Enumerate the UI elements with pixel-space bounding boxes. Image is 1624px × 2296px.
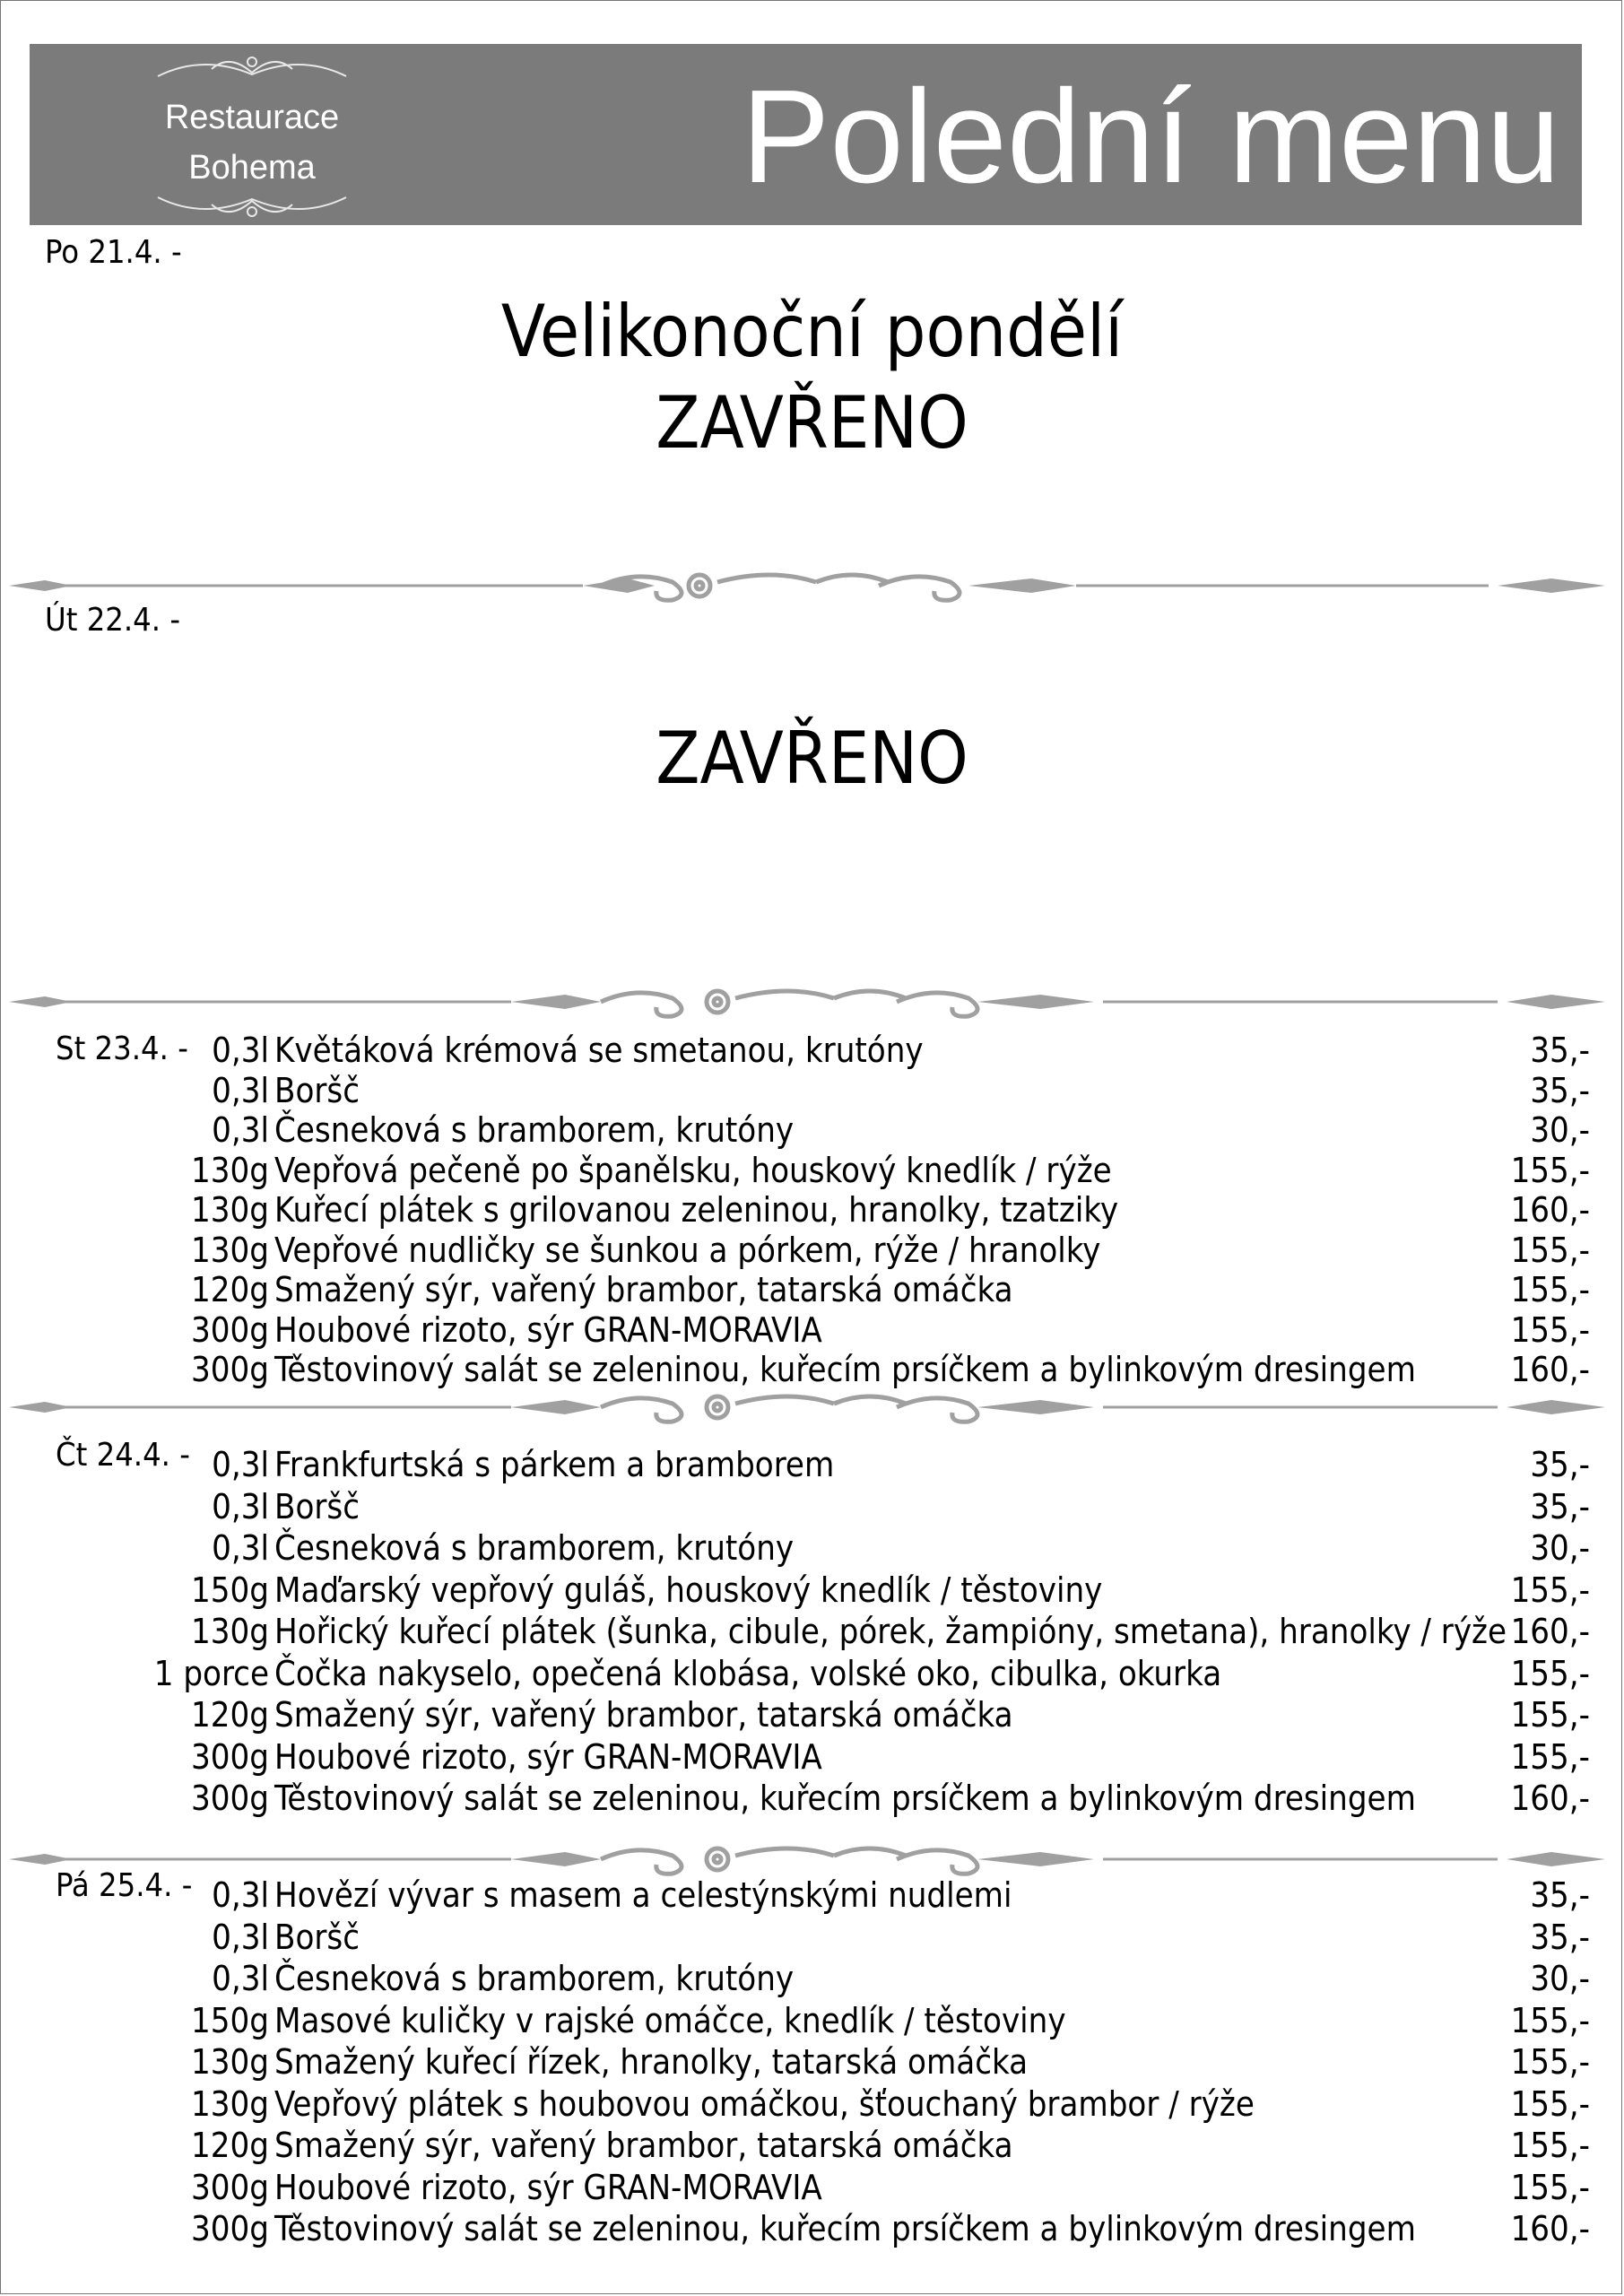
day-label-wednesday: St 23.4. - bbox=[56, 1031, 188, 1067]
ornament-divider bbox=[9, 984, 1605, 1020]
menu-item-price: 155,- bbox=[1510, 1570, 1590, 1610]
menu-item-dish: Těstovinový salát se zeleninou, kuřecím prsíčkem a bylinkovým dresingem bbox=[274, 1350, 1416, 1389]
day-label-friday: Pá 25.4. - bbox=[56, 1867, 193, 1904]
menu-item-quantity: 300g bbox=[191, 1736, 269, 1777]
menu-item-price: 30,- bbox=[1530, 1528, 1590, 1568]
menu-item-quantity: 150g bbox=[191, 2000, 269, 2040]
menu-item-quantity: 300g bbox=[191, 1350, 269, 1389]
day-label-tuesday: Út 22.4. - bbox=[45, 602, 181, 639]
menu-item-quantity: 130g bbox=[191, 1150, 269, 1190]
menu-item-dish: Česneková s bramborem, krutóny bbox=[274, 1528, 795, 1568]
ornament-divider bbox=[9, 1389, 1605, 1425]
menu-item-row bbox=[0, 1736, 1624, 1778]
menu-item-row bbox=[0, 2083, 1624, 2125]
menu-item-row bbox=[0, 1570, 1624, 1611]
menu-item-quantity: 130g bbox=[191, 1612, 269, 1651]
menu-item-quantity: 0,3l bbox=[212, 1959, 269, 1998]
day-label-thursday: Čt 24.4. - bbox=[56, 1437, 190, 1474]
menu-item-row bbox=[0, 1230, 1624, 1271]
menu-item-price: 35,- bbox=[1530, 1875, 1590, 1915]
menu-item-dish: Smažený kuřecí řízek, hranolky, tatarská omáčka bbox=[274, 2042, 1029, 2082]
menu-item-row bbox=[0, 1269, 1624, 1310]
menu-item-dish: Česneková s bramborem, krutóny bbox=[274, 1110, 795, 1150]
menu-item-dish: Masové kuličky v rajské omáčce, knedlík / těstoviny bbox=[274, 2000, 1066, 2040]
menu-item-quantity: 300g bbox=[191, 2167, 269, 2207]
menu-item-row bbox=[0, 1444, 1624, 1485]
header-banner bbox=[30, 44, 1582, 225]
restaurant-logo bbox=[149, 49, 355, 224]
menu-item-price: 155,- bbox=[1510, 1270, 1590, 1309]
menu-item-dish: Kuřecí plátek s grilovanou zeleninou, hranolky, tzatziky bbox=[274, 1190, 1119, 1230]
menu-item-price: 160,- bbox=[1510, 1612, 1590, 1651]
menu-item-quantity: 300g bbox=[191, 2209, 269, 2248]
menu-item-price: 155,- bbox=[1510, 1150, 1590, 1190]
menu-item-dish: Boršč bbox=[274, 1070, 360, 1110]
menu-item-price: 155,- bbox=[1510, 2126, 1590, 2165]
menu-item-dish: Smažený sýr, vařený brambor, tatarská omáčka bbox=[274, 2126, 1013, 2165]
menu-item-row bbox=[0, 2125, 1624, 2166]
menu-item-dish: Houbové rizoto, sýr GRAN-MORAVIA bbox=[274, 1736, 822, 1777]
menu-item-price: 30,- bbox=[1530, 1959, 1590, 1998]
menu-item-quantity: 300g bbox=[191, 1309, 269, 1350]
menu-item-price: 155,- bbox=[1510, 2000, 1590, 2040]
menu-item-price: 35,- bbox=[1530, 1070, 1590, 1110]
menu-item-price: 155,- bbox=[1510, 1309, 1590, 1350]
closed-notice-tuesday: ZAVŘENO bbox=[656, 717, 968, 800]
menu-item-price: 155,- bbox=[1510, 1230, 1590, 1270]
logo-top-flourish-icon bbox=[149, 49, 355, 85]
logo-bottom-flourish-icon bbox=[149, 188, 355, 224]
menu-item-quantity: 120g bbox=[191, 1270, 269, 1309]
menu-item-dish: Vepřová pečeně po španělsku, houskový knedlík / rýže bbox=[274, 1150, 1112, 1190]
menu-item-dish: Vepřový plátek s houbovou omáčkou, šťouchaný brambor / rýže bbox=[274, 2083, 1255, 2124]
menu-item-quantity: 130g bbox=[191, 2042, 269, 2082]
menu-item-quantity: 150g bbox=[191, 1570, 269, 1610]
menu-item-price: 155,- bbox=[1510, 1653, 1590, 1693]
menu-item-price: 155,- bbox=[1510, 1695, 1590, 1735]
menu-item-dish: Květáková krémová se smetanou, krutóny bbox=[274, 1031, 924, 1070]
menu-item-quantity: 120g bbox=[191, 1695, 269, 1735]
day-label-monday: Po 21.4. - bbox=[45, 234, 182, 271]
menu-item-price: 30,- bbox=[1530, 1110, 1590, 1150]
menu-item-dish: Smažený sýr, vařený brambor, tatarská omáčka bbox=[274, 1270, 1013, 1309]
menu-item-row bbox=[0, 1917, 1624, 1958]
menu-item-quantity: 0,3l bbox=[212, 1110, 269, 1150]
menu-item-row bbox=[0, 1070, 1624, 1111]
menu-item-price: 35,- bbox=[1530, 1445, 1590, 1484]
menu-item-dish: Boršč bbox=[274, 1486, 360, 1526]
menu-item-row bbox=[0, 1150, 1624, 1191]
menu-item-price: 160,- bbox=[1510, 2209, 1590, 2248]
menu-item-price: 160,- bbox=[1510, 1190, 1590, 1230]
menu-item-dish: Těstovinový salát se zeleninou, kuřecím prsíčkem a bylinkovým dresingem bbox=[274, 2209, 1416, 2248]
menu-item-row bbox=[0, 1309, 1624, 1351]
menu-item-row bbox=[0, 1874, 1624, 1916]
menu-item-quantity: 300g bbox=[191, 1779, 269, 1818]
menu-item-row bbox=[0, 2208, 1624, 2249]
logo-line-restaurace: Restaurace bbox=[164, 99, 340, 136]
menu-item-price: 155,- bbox=[1510, 1736, 1590, 1777]
menu-item-quantity: 0,3l bbox=[212, 1875, 269, 1915]
menu-item-row bbox=[0, 1778, 1624, 1819]
menu-item-row bbox=[0, 1611, 1624, 1652]
menu-item-quantity: 0,3l bbox=[212, 1917, 269, 1957]
menu-item-row bbox=[0, 2041, 1624, 2083]
logo-line-bohema: Bohema bbox=[188, 149, 316, 187]
menu-item-quantity: 1 porce bbox=[153, 1653, 269, 1693]
menu-item-dish: Čočka nakyselo, opečená klobása, volské oko, cibulka, okurka bbox=[274, 1653, 1222, 1693]
menu-item-price: 155,- bbox=[1510, 2083, 1590, 2124]
menu-item-price: 160,- bbox=[1510, 1779, 1590, 1818]
menu-item-quantity: 130g bbox=[191, 2083, 269, 2124]
menu-item-dish: Frankfurtská s párkem a bramborem bbox=[274, 1445, 835, 1484]
menu-item-dish: Boršč bbox=[274, 1917, 360, 1957]
menu-item-row bbox=[0, 1958, 1624, 1999]
menu-item-price: 35,- bbox=[1530, 1031, 1590, 1070]
menu-item-quantity: 0,3l bbox=[212, 1445, 269, 1484]
menu-item-row bbox=[0, 1527, 1624, 1569]
menu-item-dish: Česneková s bramborem, krutóny bbox=[274, 1959, 795, 1998]
menu-item-dish: Hovězí vývar s masem a celestýnskými nudlemi bbox=[274, 1875, 1012, 1915]
menu-item-dish: Houbové rizoto, sýr GRAN-MORAVIA bbox=[274, 2167, 822, 2207]
menu-item-quantity: 0,3l bbox=[212, 1528, 269, 1568]
menu-item-dish: Houbové rizoto, sýr GRAN-MORAVIA bbox=[274, 1309, 822, 1350]
menu-item-price: 155,- bbox=[1510, 2167, 1590, 2207]
ornament-divider bbox=[9, 568, 1605, 604]
page-title: Polední menu bbox=[741, 63, 1560, 211]
menu-item-price: 35,- bbox=[1530, 1917, 1590, 1957]
menu-item-row bbox=[0, 1189, 1624, 1231]
menu-item-quantity: 130g bbox=[191, 1190, 269, 1230]
menu-item-price: 160,- bbox=[1510, 1350, 1590, 1389]
ornament-divider bbox=[9, 1841, 1605, 1877]
menu-item-row bbox=[0, 2167, 1624, 2208]
closed-notice-monday: ZAVŘENO bbox=[656, 381, 968, 465]
menu-item-dish: Maďarský vepřový guláš, houskový knedlík / těstoviny bbox=[274, 1570, 1103, 1610]
menu-item-quantity: 0,3l bbox=[212, 1070, 269, 1110]
menu-item-quantity: 0,3l bbox=[212, 1486, 269, 1526]
menu-item-price: 35,- bbox=[1530, 1486, 1590, 1526]
menu-item-dish: Vepřové nudličky se šunkou a pórkem, rýže / hranolky bbox=[274, 1230, 1101, 1270]
menu-item-price: 155,- bbox=[1510, 2042, 1590, 2082]
menu-item-dish: Hořický kuřecí plátek (šunka, cibule, pórek, žampióny, smetana), hranolky / rýže bbox=[274, 1612, 1507, 1651]
menu-item-row bbox=[0, 1109, 1624, 1151]
menu-item-dish: Těstovinový salát se zeleninou, kuřecím prsíčkem a bylinkovým dresingem bbox=[274, 1779, 1416, 1818]
menu-item-dish: Smažený sýr, vařený brambor, tatarská omáčka bbox=[274, 1695, 1013, 1735]
menu-item-quantity: 130g bbox=[191, 1230, 269, 1270]
menu-item-row bbox=[0, 1349, 1624, 1390]
menu-item-row bbox=[0, 2000, 1624, 2041]
menu-item-quantity: 0,3l bbox=[212, 1031, 269, 1070]
menu-item-quantity: 120g bbox=[191, 2126, 269, 2165]
holiday-name: Velikonoční pondělí bbox=[500, 290, 1124, 373]
menu-item-row bbox=[0, 1030, 1624, 1071]
menu-item-row bbox=[0, 1486, 1624, 1527]
menu-item-row bbox=[0, 1694, 1624, 1735]
menu-item-row bbox=[0, 1653, 1624, 1694]
